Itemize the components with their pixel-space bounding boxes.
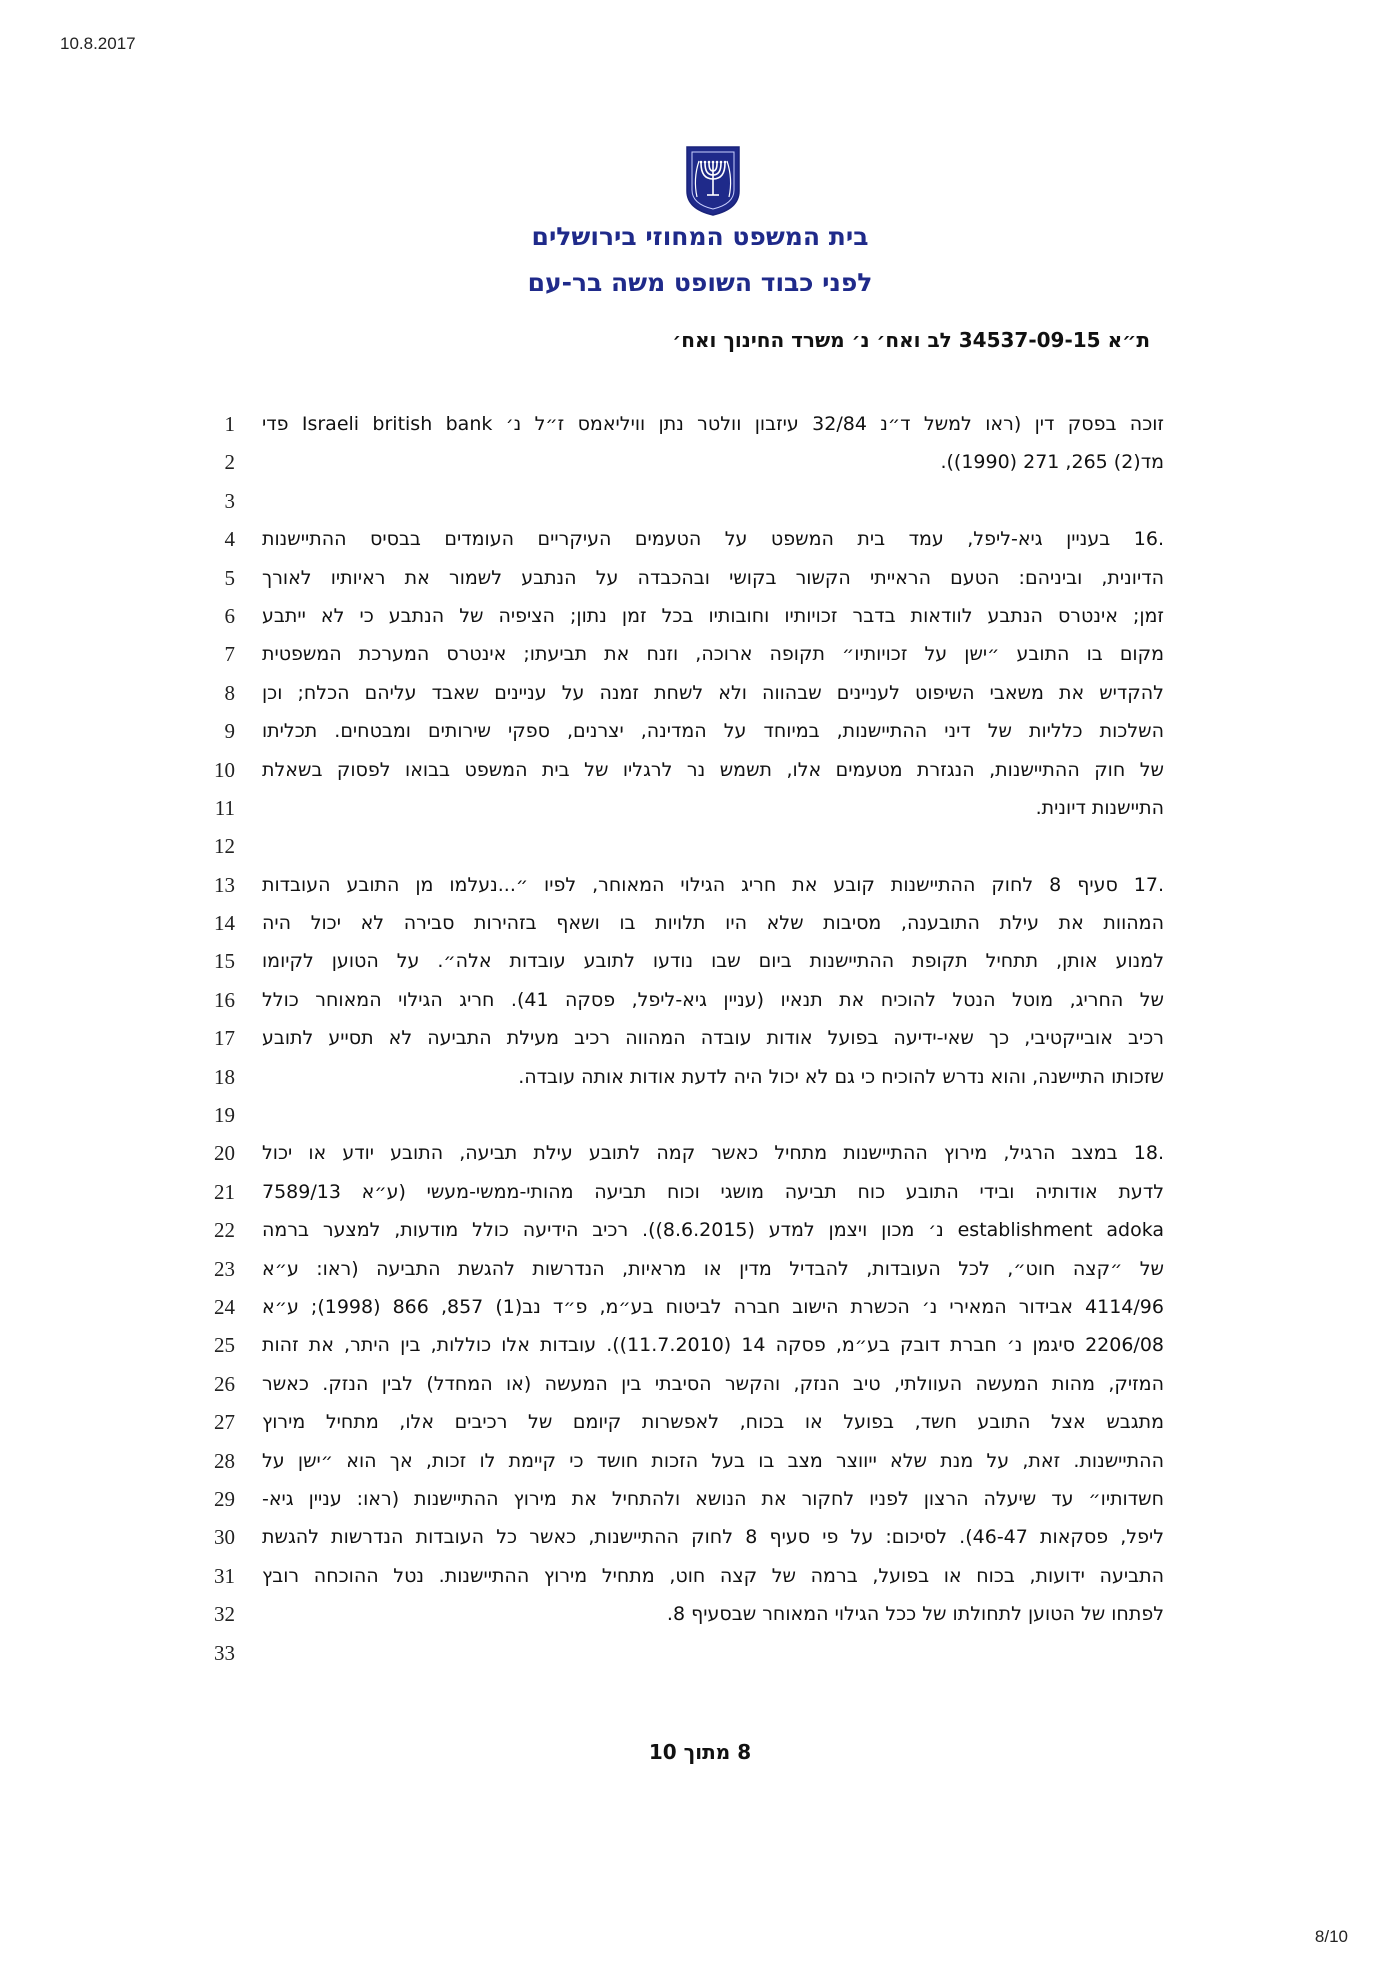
line-number: 33 bbox=[214, 1640, 235, 1665]
judge-name: לפני כבוד השופט משה בר-עם bbox=[527, 268, 873, 297]
line-number: 6 bbox=[224, 603, 235, 628]
line-number: 12 bbox=[214, 834, 235, 859]
text-line: .17 סעיף 8 לחוק ההתיישנות קובע את חריג הגילוי המאוחר, לפיו ״...נעלמו מן התובע העובדות bbox=[262, 873, 1164, 896]
text-line: המהוות את עילת התובענה, מסיבות שלא היו תלויות בו ושאף בזהירות סבירה לא יכול היה bbox=[262, 912, 1164, 935]
line-number: 28 bbox=[214, 1448, 235, 1473]
line-number: 10 bbox=[214, 757, 235, 782]
line-number: 17 bbox=[214, 1026, 235, 1051]
line-number: 20 bbox=[214, 1141, 235, 1166]
text-line: למנוע אותן, תתחיל תקופת ההתיישנות ביום שבו נודעו לתובע עובדות אלה״. על הטוען לקיומו bbox=[262, 950, 1164, 973]
text-line: לפתחו של הטוען לתחולתו של ככל הגילוי המאוחר שבסעיף 8. bbox=[666, 1603, 1164, 1626]
line-number: 2 bbox=[224, 450, 235, 475]
text-line: 2206/08 סיגמן נ׳ חברת דובק בע״מ, פסקה 14 (11.7.2010)). עובדות אלו כוללות, בין היתר, את זהות bbox=[262, 1334, 1164, 1357]
case-number-line: ת״א 34537-09-15 לב ואח׳ נ׳ משרד החינוך ואח׳ bbox=[672, 328, 1150, 352]
court-name: בית המשפט המחוזי בירושלים bbox=[531, 222, 869, 251]
line-number: 22 bbox=[214, 1218, 235, 1243]
text-line: 4114/96 אבידור המאירי נ׳ הכשרת הישוב חברה לביטוח בע״מ, פ״ד נב(1) 857, 866 (1998); ע״א bbox=[262, 1295, 1164, 1318]
line-number: 29 bbox=[214, 1486, 235, 1511]
text-line: establishment adoka נ׳ מכון ויצמן למדע (8.6.2015)). רכיב הידיעה כולל מודעות, למצער ברמה bbox=[262, 1219, 1164, 1242]
text-line bbox=[262, 1634, 1164, 1672]
line-number: 8 bbox=[224, 680, 235, 705]
page-counter: 8 מתוך 10 bbox=[648, 1740, 752, 1764]
line-number-column bbox=[185, 405, 235, 1672]
line-number: 19 bbox=[214, 1103, 235, 1128]
line-number: 30 bbox=[214, 1525, 235, 1550]
text-line: שזכותו התיישנה, והוא נדרש להוכיח כי גם לא יכול היה לדעת אודות אותה עובדה. bbox=[518, 1065, 1164, 1088]
text-line: זמן; אינטרס הנתבע לוודאות בדבר זכויותיו וחובותיו בכל זמן נתון; הציפיה של הנתבע כי לא ייתבע bbox=[262, 604, 1164, 627]
text-line: מתגבש אצל התובע חשד, בפועל או בכוח, לאפשרות קיומם של רכיבים אלו, מתחיל מירוץ bbox=[262, 1411, 1164, 1434]
line-number: 4 bbox=[224, 527, 235, 552]
text-line: ההתיישנות. זאת, על מנת שלא ייווצר מצב בו בעל הזכות חושד כי קיימת לו זכות, אך הוא ״ישן על bbox=[262, 1449, 1164, 1472]
line-number: 1 bbox=[224, 412, 235, 436]
line-number: 18 bbox=[214, 1064, 235, 1089]
text-line: ליפל, פסקאות 46-47). לסיכום: על פי סעיף 8 לחוק ההתיישנות, כאשר כל העובדות הנדרשות להגשת bbox=[262, 1526, 1164, 1549]
document-body bbox=[262, 405, 1164, 1672]
line-number: 32 bbox=[214, 1602, 235, 1627]
line-number: 9 bbox=[224, 719, 235, 744]
state-emblem-menorah-icon bbox=[683, 143, 743, 217]
line-number: 24 bbox=[214, 1294, 235, 1319]
line-number: 5 bbox=[224, 565, 235, 590]
line-number: 7 bbox=[224, 642, 235, 667]
text-line: רכיב אובייקטיבי, כך שאי-ידיעה בפועל אודות עובדה המהווה רכיב מעילת התביעה לא תסייע לתובע bbox=[262, 1027, 1164, 1050]
line-number: 11 bbox=[214, 795, 235, 820]
line-number: 15 bbox=[214, 949, 235, 974]
line-number: 13 bbox=[214, 872, 235, 897]
line-number: 21 bbox=[214, 1179, 235, 1204]
text-line: של ״קצה חוט״, לכל העובדות, להבדיל מדין או מראיות, הנדרשות להגשת התביעה (ראו: ע״א bbox=[262, 1257, 1164, 1280]
text-line: המזיק, מהות המעשה העוולתי, טיב הנזק, והקשר הסיבתי בין המעשה (או המחדל) לבין הנזק. כאשר bbox=[262, 1372, 1164, 1395]
line-number: 31 bbox=[214, 1563, 235, 1588]
text-line: השלכות כלליות של דיני ההתיישנות, במיוחד על המדינה, יצרנים, ספקי שירותים ומבטחים. תכליתו bbox=[262, 720, 1164, 743]
text-line: של החריג, מוטל הנטל להוכיח את תנאיו (עניין גיא-ליפל, פסקה 41). חריג הגילוי המאוחר כולל bbox=[262, 988, 1164, 1011]
text-line: מקום בו התובע ״ישן על זכויותיו״ תקופה ארוכה, וזנח את תביעתו; אינטרס המערכת המשפטית bbox=[262, 643, 1164, 666]
text-line: זוכה בפסק דין (ראו למשל ד״נ 32/84 עיזבון וולטר נתן וויליאמס ז״ל נ׳ Israeli british bank פדי bbox=[262, 413, 1164, 435]
line-number: 26 bbox=[214, 1371, 235, 1396]
line-number: 3 bbox=[224, 488, 235, 513]
line-number: 23 bbox=[214, 1256, 235, 1281]
text-line: .18 במצב הרגיל, מירוץ ההתיישנות מתחיל כאשר קמה לתובע עילת תביעה, התובע יודע או יכול bbox=[262, 1142, 1164, 1165]
text-line: מד(2) 265, 271 (1990)). bbox=[940, 451, 1164, 474]
line-number: 16 bbox=[214, 987, 235, 1012]
text-line: של חוק ההתיישנות, הנגזרת מטעמים אלו, תשמש נר לרגליו של בית המשפט בבואו לפסוק בשאלת bbox=[262, 758, 1164, 781]
text-line: .16 בעניין גיא-ליפל, עמד בית המשפט על הטעמים העיקריים העומדים בבסיס ההתיישנות bbox=[262, 528, 1164, 551]
line-number: 25 bbox=[214, 1333, 235, 1358]
text-line bbox=[262, 1096, 1164, 1134]
text-line: חשדותיו״ עד שיעלה הרצון לפניו לחקור את הנושא ולהתחיל את מירוץ ההתיישנות (ראו: עניין גיא- bbox=[262, 1487, 1164, 1510]
text-line: התביעה ידועות, בכוח או בפועל, ברמה של קצה חוט, מתחיל מירוץ ההתיישנות. נטל ההוכחה רובץ bbox=[262, 1564, 1164, 1587]
line-number: 14 bbox=[214, 911, 235, 936]
text-line bbox=[262, 827, 1164, 865]
line-number: 27 bbox=[214, 1410, 235, 1435]
text-line: להקדיש את משאבי השיפוט לעניינים שבהווה ולא לשחת זמנה על עניינים שאבד עליהם הכלח; וכן bbox=[262, 681, 1164, 704]
text-line: לדעת אודותיה ובידי התובע כוח תביעה מושגי וכוח תביעה מהותי-ממשי-מעשי (ע״א 7589/13 bbox=[262, 1180, 1164, 1203]
text-line: הדיונית, וביניהם: הטעם הראייתי הקשור בקושי ובהכבדה על הנתבע לשמור את ראיותיו לאורך bbox=[262, 566, 1164, 589]
text-line bbox=[262, 482, 1164, 520]
print-date: 10.8.2017 bbox=[60, 34, 136, 53]
print-page-number: 8/10 bbox=[1314, 1927, 1348, 1946]
text-line: התיישנות דיונית. bbox=[1035, 796, 1164, 819]
